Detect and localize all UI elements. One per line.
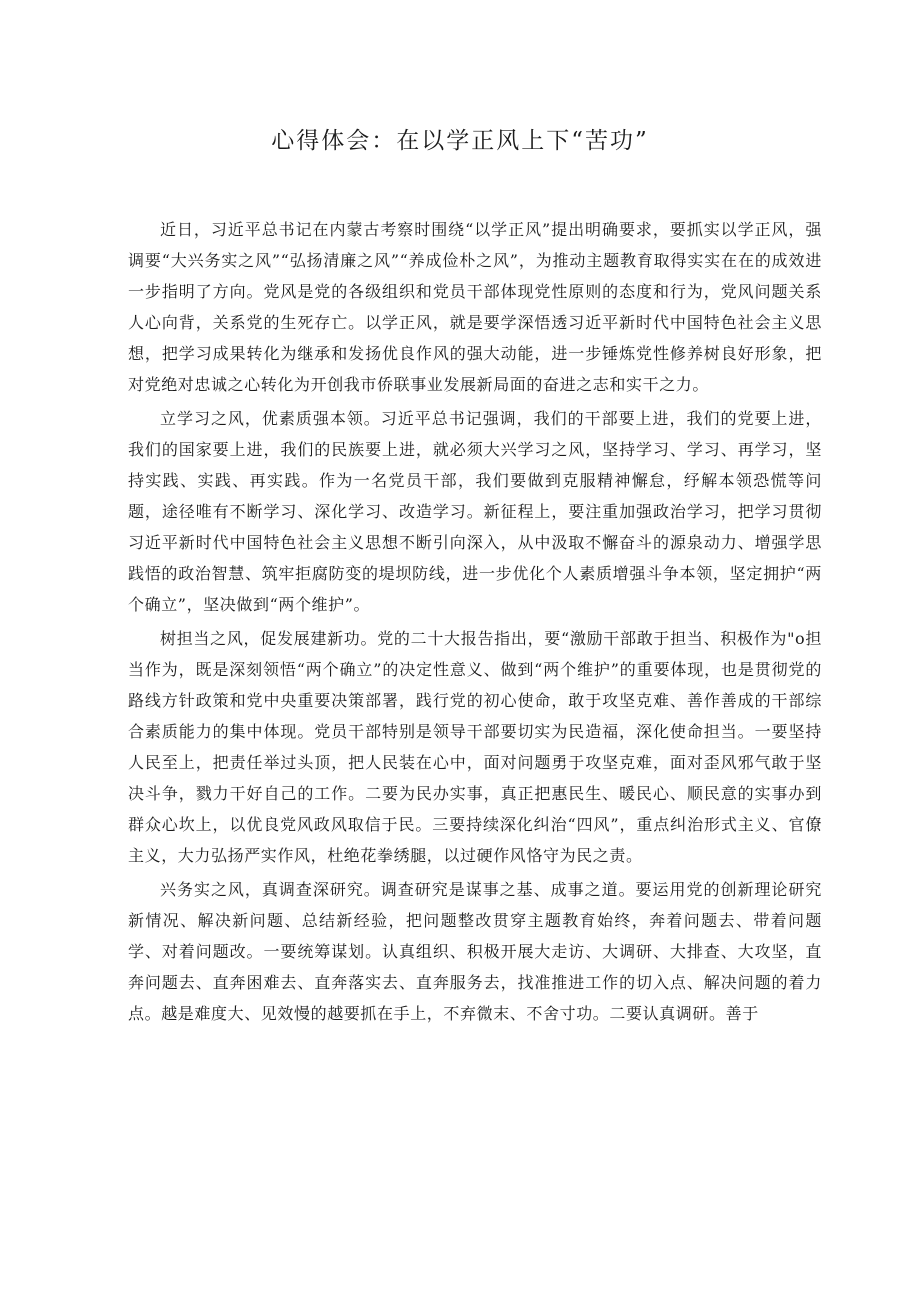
paragraph-study-style: 立学习之风，优素质强本领。习近平总书记强调，我们的干部要上进，我们的党要上进，我们的国家要上进，我们的民族要上进，就必须大兴学习之风，坚持学习、学习、再学习，坚持实践、实践、再实践。作为一名党员干部，我们要做到克服精神懈怠，纾解本领恐慌等问题，途径唯有不断学习、深化学习、改造学习。新征程上，要注重加强政治学习，把学习贯彻习近平新时代中国特色社会主义思想不断引向深入，从中汲取不懈奋斗的源泉动力、增强学思践悟的政治智慧、筑牢拒腐防变的堤坝防线，进一步优化个人素质增强斗争本领，坚定拥护“两个确立”，坚决做到“两个维护”。 bbox=[128, 409, 822, 614]
paragraph-intro: 近日，习近平总书记在内蒙古考察时围绕“以学正风”提出明确要求，要抓实以学正风，强调要“大兴务实之风”“弘扬清廉之风”“养成俭朴之风”，为推动主题教育取得实实在在的成效进一步指明了方向。党风是党的各级组织和党员干部体现党性原则的态度和行为，党风问题关系人心向背，关系党的生死存亡。以学正风，就是要学深悟透习近平新时代中国特色社会主义思想，把学习成果转化为继承和发扬优良作风的强大动能，进一步锤炼党性修养树良好形象，把对党绝对忠诚之心转化为开创我市侨联事业发展新局面的奋进之志和实干之力。 bbox=[128, 220, 822, 394]
paragraph-pragmatic-style: 兴务实之风，真调查深研究。调查研究是谋事之基、成事之道。要运用党的创新理论研究新情况、解决新问题、总结新经验，把问题整改贯穿主题教育始终，奔着问题去、带着问题学、对着问题改。一要统筹谋划。认真组织、积极开展大走访、大调研、大排查、大攻坚，直奔问题去、直奔困难去、直奔落实去、直奔服务去，找准推进工作的切入点、解决问题的着力点。越是难度大、见效慢的越要抓在手上，不弃微末、不舍寸功。二要认真调研。善于 bbox=[128, 880, 822, 1023]
document-title: 心得体会：在以学正风上下“苦功” bbox=[271, 128, 649, 154]
document-body bbox=[128, 214, 822, 1032]
paragraph-responsibility-style: 树担当之风，促发展建新功。党的二十大报告指出，要“激励干部敢于担当、积极作为"o担当作为，既是深刻领悟“两个确立”的决定性意义、做到“两个维护”的重要体现，也是贯彻党的路线方针政策和党中央重要决策部署，践行党的初心使命，敢于攻坚克难、善作善成的干部综合素质能力的集中体现。党员干部特别是领导干部要切实为民造福，深化使命担当。一要坚持人民至上，把责任举过头顶，把人民装在心中，面对问题勇于攻坚克难，面对歪风邪气敢于坚决斗争，戮力干好自己的工作。二要为民办实事，真正把惠民生、暖民心、顺民意的实事办到群众心坎上，以优良党风政风取信于民。三要持续深化纠治“四风”，重点纠治形式主义、官僚主义，大力弘扬严实作风，杜绝花拳绣腿，以过硬作风恪守为民之责。 bbox=[128, 629, 822, 865]
